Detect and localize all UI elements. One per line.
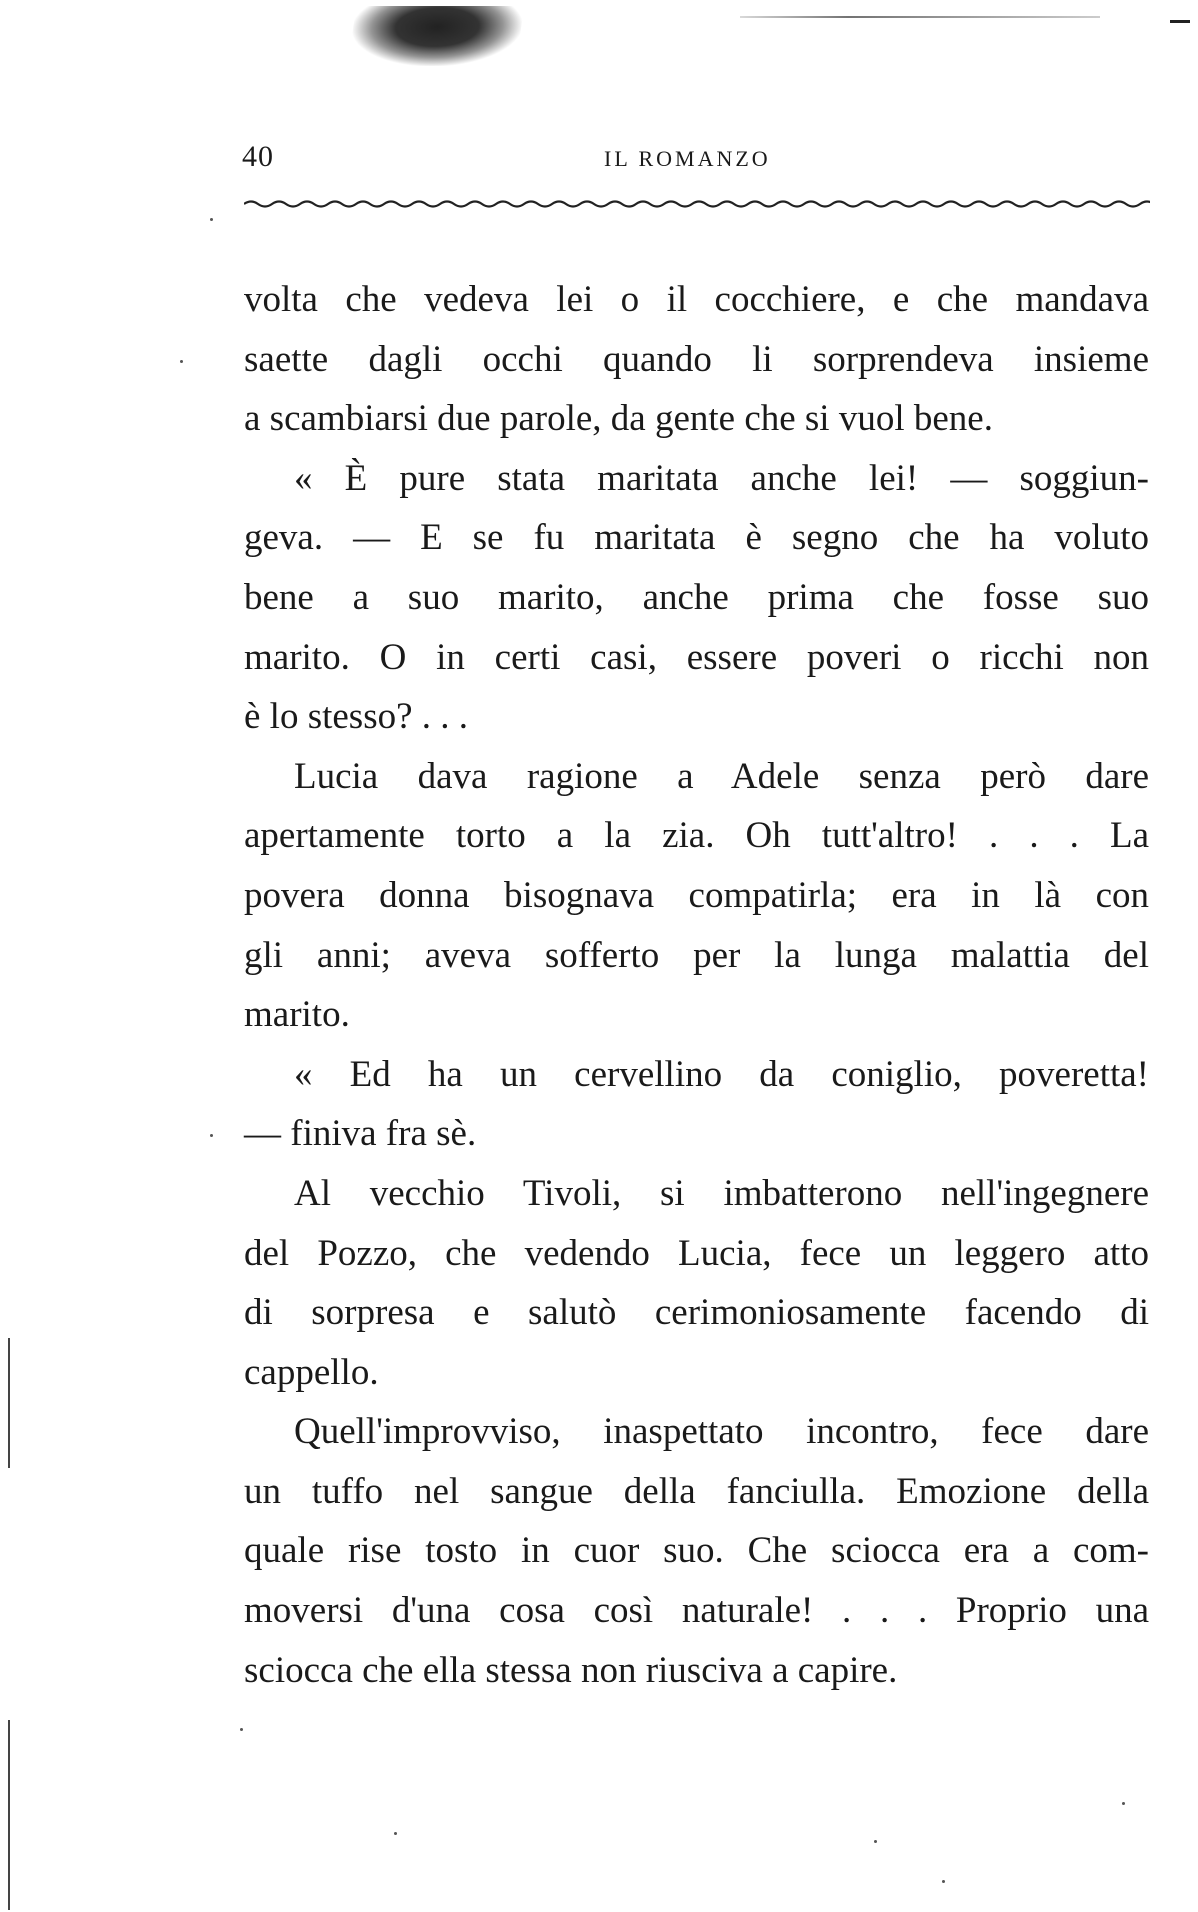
- text-line: povera donna bisognava compatirla; era in là con: [244, 874, 1149, 916]
- text-line: volta che vedeva lei o il cocchiere, e che mandava: [244, 279, 1149, 320]
- text-line: è lo stesso? . . .: [244, 696, 469, 738]
- scan-speck: [210, 218, 213, 221]
- text-line: bene a suo marito, anche prima che fosse suo: [244, 576, 1149, 618]
- paragraph: [244, 1402, 1149, 1700]
- body-text: [244, 270, 1149, 1700]
- text-line: un tuffo nel sangue della fanciulla. Emozione della: [244, 1470, 1149, 1512]
- text-line: a scambiarsi due parole, da gente che si vuol bene.: [244, 398, 993, 440]
- text-line: moversi d'una cosa così naturale! . . . Proprio una: [244, 1590, 1149, 1632]
- scan-ink-blot: [348, 6, 524, 66]
- text-line: di sorpresa e salutò cerimoniosamente facendo di: [244, 1292, 1149, 1334]
- scan-speck: [1122, 1802, 1125, 1805]
- scan-speck: [942, 1880, 945, 1883]
- text-line: quale rise tosto in cuor suo. Che sciocca era a com-: [244, 1530, 1149, 1572]
- text-line: Al vecchio Tivoli, si imbatterono nell'ingegnere: [294, 1172, 1149, 1214]
- page-number: 40: [242, 140, 274, 173]
- text-line: « Ed ha un cervellino da coniglio, poveretta!: [294, 1053, 1149, 1095]
- ornamental-wavy-rule: [244, 196, 1150, 212]
- text-line: marito.: [244, 994, 350, 1036]
- running-head: [240, 140, 1140, 180]
- text-line: Lucia dava ragione a Adele senza però dare: [294, 755, 1149, 797]
- paragraph: [244, 270, 1149, 449]
- paragraph: [244, 747, 1149, 1045]
- scan-edge-mark: [1170, 20, 1190, 23]
- scan-speck: [394, 1832, 397, 1835]
- text-line: sciocca che ella stessa non riusciva a capire.: [244, 1649, 898, 1691]
- text-line: del Pozzo, che vedendo Lucia, fece un leggero atto: [244, 1232, 1149, 1274]
- scan-speck: [210, 1134, 213, 1137]
- text-line: gli anni; aveva sofferto per la lunga malattia del: [244, 934, 1149, 976]
- paragraph: [244, 449, 1149, 747]
- text-line: cappello.: [244, 1351, 379, 1393]
- text-line: apertamente torto a la zia. Oh tutt'altro! . . . La: [244, 815, 1149, 857]
- text-line: saette dagli occhi quando li sorprendeva insieme: [244, 338, 1149, 380]
- text-line: Quell'improvviso, inaspettato incontro, fece dare: [294, 1411, 1149, 1453]
- scan-speck: [180, 360, 183, 363]
- text-line: « È pure stata maritata anche lei! — soggiun-: [294, 457, 1149, 499]
- paragraph: [244, 1164, 1149, 1402]
- scan-speck: [874, 1840, 877, 1843]
- text-line: marito. O in certi casi, essere poveri o ricchi non: [244, 636, 1149, 678]
- scan-speck: [240, 1728, 243, 1731]
- scan-edge-line: [740, 16, 1100, 18]
- margin-mark: [8, 1720, 10, 1910]
- margin-mark: [8, 1338, 10, 1468]
- paragraph: [244, 1045, 1149, 1164]
- text-line: geva. — E se fu maritata è segno che ha voluto: [244, 517, 1149, 559]
- running-title: IL ROMANZO: [604, 146, 771, 171]
- text-line: — finiva fra sè.: [244, 1113, 477, 1155]
